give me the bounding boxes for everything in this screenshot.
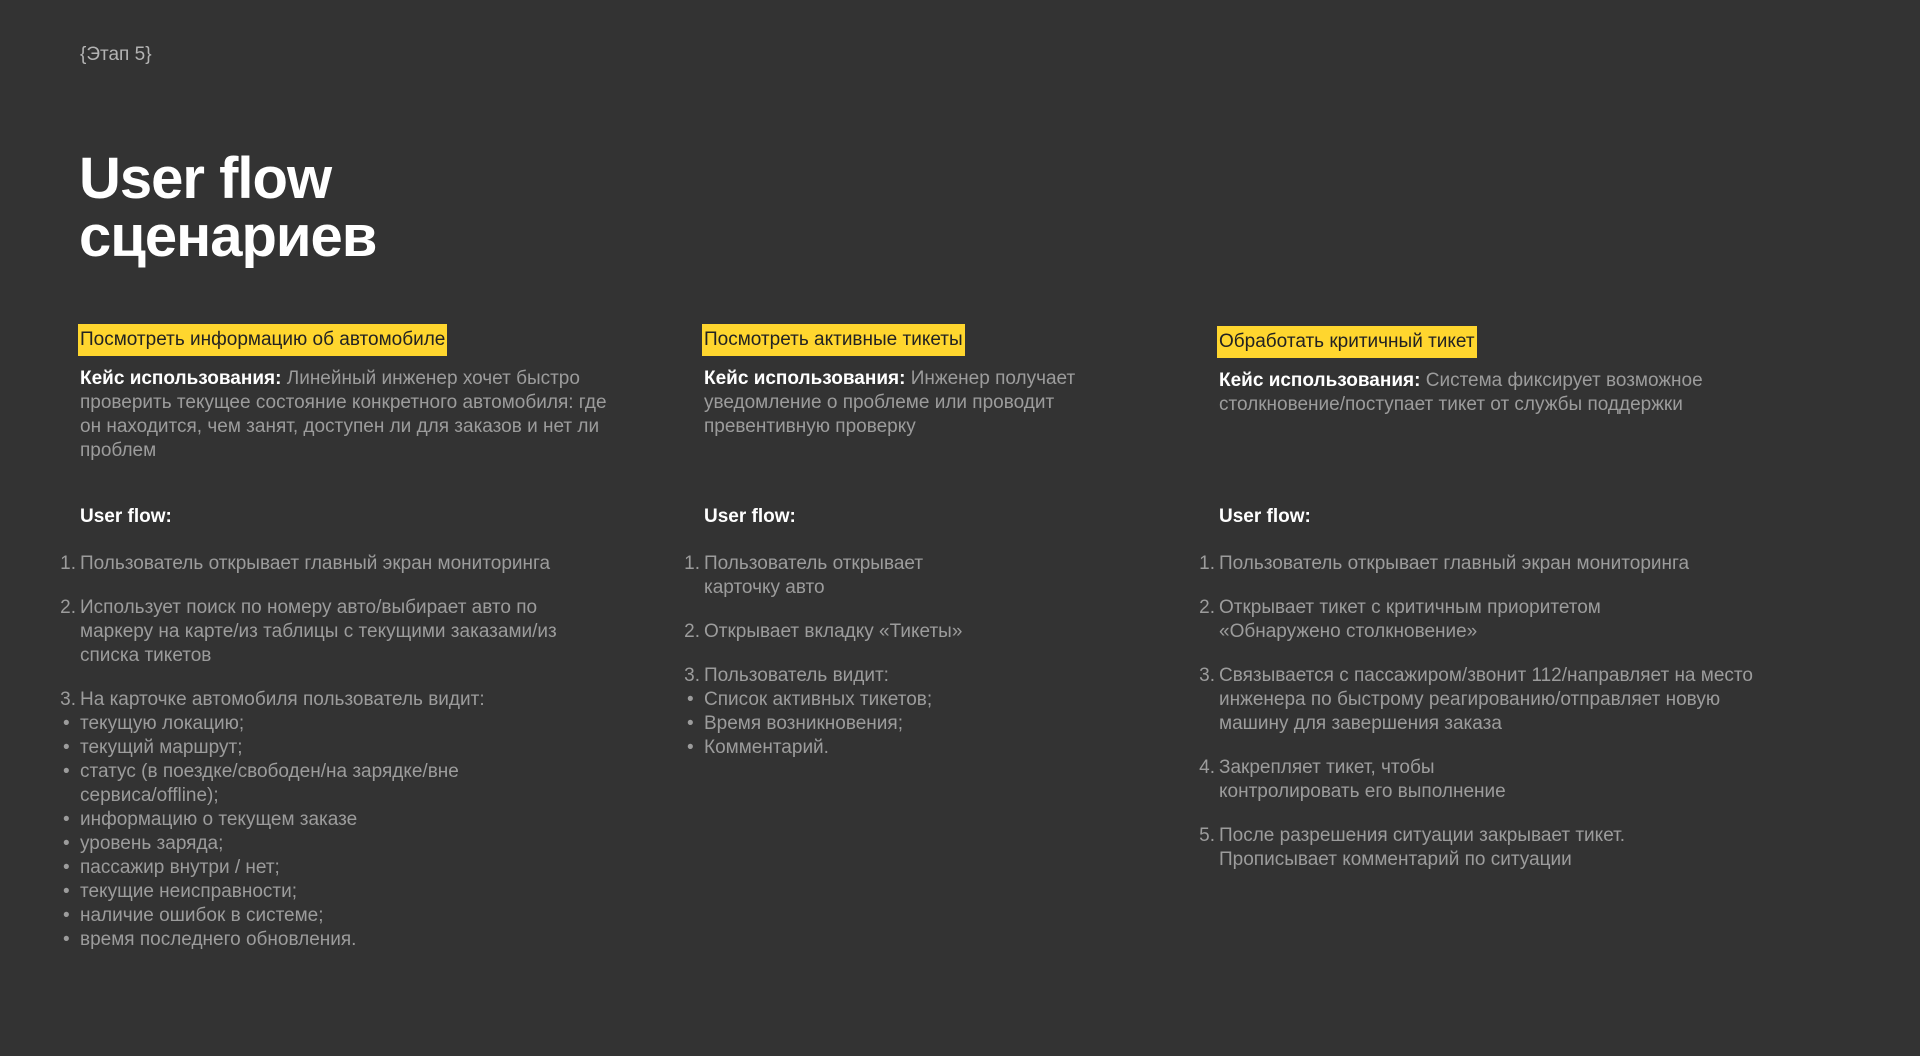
- user-flow-steps: [60, 552, 620, 972]
- flow-step: [1199, 552, 1779, 576]
- flow-step: [684, 552, 1134, 600]
- bullet-item: • уровень заряда;: [63, 833, 224, 854]
- step-number: 3.: [60, 689, 76, 710]
- user-flow-steps: [684, 552, 1134, 780]
- flow-step: [60, 688, 620, 952]
- step-number: 3.: [684, 665, 700, 686]
- bullet-dot-icon: •: [63, 929, 70, 950]
- bullet-item: • текущий маршрут;: [63, 737, 243, 758]
- step-text: Открывает тикет с критичным приоритетом «Обнаружено столкновение»: [1219, 597, 1601, 642]
- flow-step: [60, 596, 620, 668]
- flow-step: [1199, 596, 1779, 644]
- scenario-column-active-tickets: [684, 324, 1134, 758]
- use-case-label: Кейс использования:: [1219, 370, 1421, 391]
- bullet-dot-icon: •: [63, 737, 70, 758]
- bullet-dot-icon: •: [63, 809, 70, 830]
- step-text: Закрепляет тикет, чтобы контролировать его выполнение: [1219, 757, 1506, 802]
- step-text: Пользователь видит:: [704, 665, 889, 686]
- step-number: 2.: [60, 597, 76, 618]
- flow-step: [684, 620, 1134, 644]
- bullet-dot-icon: •: [687, 713, 694, 734]
- bullet-dot-icon: •: [63, 857, 70, 878]
- step-bullet-list: [63, 712, 540, 952]
- step-text: Открывает вкладку «Тикеты»: [704, 621, 963, 642]
- use-case-label: Кейс использования:: [80, 368, 282, 389]
- flow-step: [1199, 664, 1779, 736]
- step-text: На карточке автомобиля пользователь видит:: [80, 689, 485, 710]
- stage-label: {Этап 5}: [80, 44, 152, 65]
- step-number: 3.: [1199, 665, 1215, 686]
- bullet-item: • статус (в поездке/свободен/на зарядке/вне сервиса/offline);: [63, 761, 459, 806]
- bullet-item: • информацию о текущем заказе: [63, 809, 358, 830]
- scenario-column-critical-ticket: [1199, 324, 1779, 870]
- use-case-text: Инженер получает уведомление о проблеме или проводит превентивную проверку: [704, 368, 1076, 437]
- step-number: 2.: [1199, 597, 1215, 618]
- step-bullet-list: [687, 688, 1134, 760]
- bullet-item: • Комментарий.: [687, 737, 829, 758]
- flow-step: [1199, 824, 1779, 872]
- step-number: 1.: [684, 553, 700, 574]
- user-flow-steps: [1199, 552, 1779, 892]
- use-case: [80, 367, 620, 463]
- step-text: Пользователь открывает карточку авто: [704, 553, 924, 598]
- bullet-dot-icon: •: [63, 881, 70, 902]
- bullet-item: • Время возникновения;: [687, 713, 903, 734]
- bullet-dot-icon: •: [687, 737, 694, 758]
- page-title: [79, 146, 377, 269]
- use-case-text: Линейный инженер хочет быстро проверить текущее состояние конкретного автомобиля: где он находится, чем занят, доступен ли для заказов и нет ли проблем: [80, 368, 607, 461]
- step-text: После разрешения ситуации закрывает тикет. Прописывает комментарий по ситуации: [1219, 825, 1626, 870]
- scenario-title: Обработать критичный тикет: [1217, 326, 1477, 358]
- user-flow-label: User flow:: [1219, 506, 1311, 527]
- use-case: [1219, 369, 1779, 417]
- step-number: 1.: [1199, 553, 1215, 574]
- flow-step: [60, 552, 620, 576]
- page-title-line-2: сценариев: [79, 204, 377, 269]
- bullet-dot-icon: •: [687, 689, 694, 710]
- bullet-item: • текущие неисправности;: [63, 881, 298, 902]
- step-text: Использует поиск по номеру авто/выбирает авто по маркеру на карте/из таблицы с текущими заказами/из списка тикетов: [80, 597, 557, 666]
- bullet-item: • время последнего обновления.: [63, 929, 357, 950]
- bullet-item: • наличие ошибок в системе;: [63, 905, 324, 926]
- bullet-dot-icon: •: [63, 761, 70, 782]
- page-title-line-1: User flow: [79, 146, 332, 211]
- flow-step: [684, 664, 1134, 760]
- step-text: Пользователь открывает главный экран мониторинга: [80, 553, 551, 574]
- scenario-column-vehicle-info: [60, 324, 620, 950]
- step-text: Связывается с пассажиром/звонит 112/направляет на место инженера по быстрому реагированию/отправляет новую машину для завершения заказа: [1219, 665, 1753, 734]
- step-text: Пользователь открывает главный экран мониторинга: [1219, 553, 1690, 574]
- bullet-item: • пассажир внутри / нет;: [63, 857, 280, 878]
- bullet-dot-icon: •: [63, 833, 70, 854]
- user-flow-label: User flow:: [80, 506, 172, 527]
- scenario-title: Посмотреть активные тикеты: [702, 324, 965, 356]
- bullet-item: • Список активных тикетов;: [687, 689, 933, 710]
- use-case-text: Система фиксирует возможное столкновение/поступает тикет от службы поддержки: [1219, 370, 1703, 415]
- bullet-dot-icon: •: [63, 905, 70, 926]
- step-number: 2.: [684, 621, 700, 642]
- bullet-item: • текущую локацию;: [63, 713, 245, 734]
- flow-step: [1199, 756, 1779, 804]
- step-number: 5.: [1199, 825, 1215, 846]
- use-case-label: Кейс использования:: [704, 368, 906, 389]
- bullet-dot-icon: •: [63, 713, 70, 734]
- step-number: 4.: [1199, 757, 1215, 778]
- use-case: [704, 367, 1134, 439]
- user-flow-label: User flow:: [704, 506, 796, 527]
- scenario-title: Посмотреть информацию об автомобиле: [78, 324, 447, 356]
- step-number: 1.: [60, 553, 76, 574]
